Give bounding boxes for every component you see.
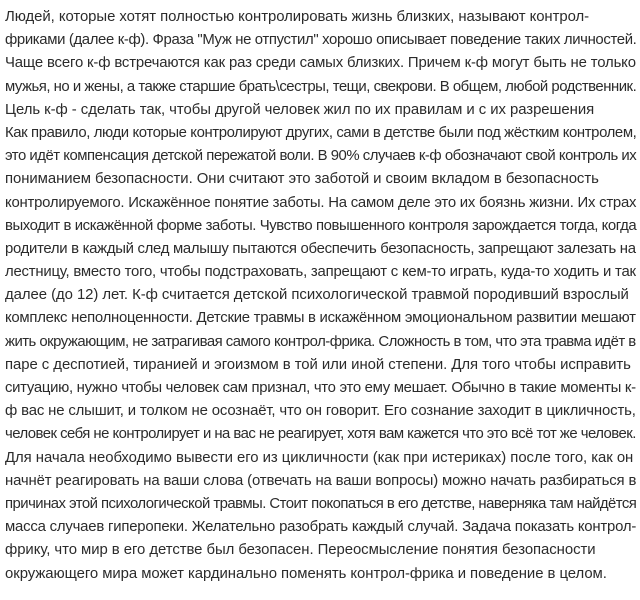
text-line: Как правило, люди которые контролируют других, сами в детстве были под жёстким контролем, bbox=[5, 124, 637, 141]
text-line: мужья, но и жены, а также старшие брать\сестры, тещи, свекрови. В общем, любой родственник. bbox=[5, 78, 637, 95]
text-line: лестницу, вместо того, чтобы подстраховать, запрещают с кем-то играть, куда-то ходить и так bbox=[5, 264, 636, 281]
text-line: пониманием безопасности. Они считают это заботой и своим вкладом в безопасность bbox=[5, 171, 599, 188]
text-line: это идёт компенсация детской пережатой воли. В 90% случаев к-ф обозначают свой контроль их bbox=[5, 148, 637, 165]
text-line: комплекс неполноценности. Детские травмы в искажённом эмоциональном развитии мешают bbox=[5, 310, 636, 327]
text-line: жить окружающим, не затрагивая самого контрол-фрика. Сложность в том, что эта травма идёт в bbox=[5, 333, 636, 350]
text-line: Людей, которые хотят полностью контролировать жизнь близких, называют контрол- bbox=[5, 9, 590, 25]
text-line: ситуацию, нужно чтобы человек сам признал, что это ему мешает. Обычно в такие моменты к- bbox=[5, 380, 636, 396]
text-line: масса случаев гиперопеки. Желательно разобрать каждый случай. Задача показать контрол- bbox=[5, 519, 637, 536]
text-line: фрику, что мир в его детстве был безопасен. Переосмысление понятия безопасности bbox=[5, 542, 596, 559]
article-text bbox=[0, 6, 640, 586]
text-line: выходит в искажённой форме заботы. Чувство повышенного контроля зарождается тогда, когда bbox=[5, 217, 637, 234]
text-line: контролируемого. Искажённое понятие заботы. На самом деле это их боязнь жизни. Их страх bbox=[5, 194, 637, 211]
text-line: Цель к-ф - сделать так, чтобы другой человек жил по их правилам и с их разрешения bbox=[5, 101, 595, 118]
text-line: далее (до 12) лет. К-ф считается детской психологической травмой породивший взрослый bbox=[5, 287, 629, 304]
text-line: причинах этой психологической травмы. Стоит покопаться в его детстве, наверняка там найдётся bbox=[5, 495, 637, 512]
text-line: родители в каждый след малышу пытаются обеспечить безопасность, запрещают залезать на bbox=[5, 240, 636, 257]
text-line: начнёт реагировать на ваши слова (отвечать на ваши вопросы) можно начать разбираться в bbox=[5, 472, 637, 489]
text-line: Для начала необходимо вывести его из цикличности (как при истериках) после того, как он bbox=[5, 449, 634, 466]
text-line: ф вас не слышит, и толком не осознаёт, что он говорит. Его сознание заходит в цикличность, bbox=[5, 403, 636, 420]
text-line: Чаще всего к-ф встречаются как раз среди самых близких. Причем к-ф могут быть не только bbox=[5, 55, 636, 72]
text-line: человек себя не контролирует и на вас не реагирует, хотя вам кажется что это всё тот же человек. bbox=[5, 426, 636, 443]
text-line: фриками (далее к-ф). Фраза "Муж не отпустил" хорошо описывает поведение таких личностей. bbox=[5, 32, 637, 49]
text-line: паре с деспотией, тиранией и эгоизмом в той или иной степени. Для того чтобы исправить bbox=[5, 356, 631, 373]
text-line: окружающего мира может кардинально поменять контрол-фрика и поведение в целом. bbox=[5, 565, 607, 582]
